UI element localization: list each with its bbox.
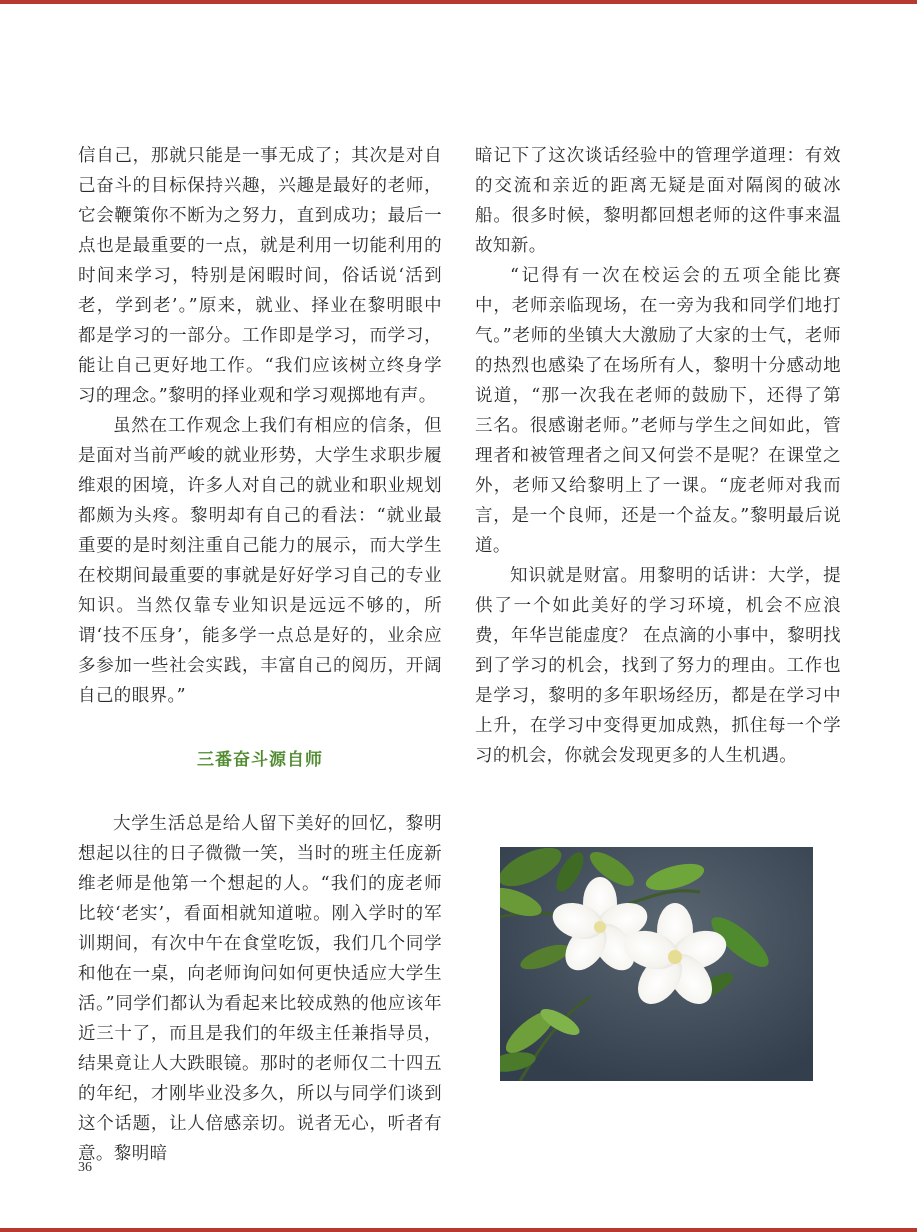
bottom-rule (0, 1228, 917, 1232)
left-paragraph-2: 虽然在工作观念上我们有相应的信条，但是面对当前严峻的就业形势，大学生求职步履维艰的困境，许多人对自己的就业和职业规划都颇为头疼。黎明却有自己的看法：“就业最重要的是时刻注重自己能力的展示，而大学生在校期间最重要的事就是好好学习自己的专业知识。当然仅靠专业知识是远远不够的，所谓‘技不压身’，能多学一点总是好的，业余应多参加一些社会实践，丰富自己的阅历，开阔自己的眼界。” (78, 416, 442, 706)
page-number: 36 (78, 1160, 92, 1175)
left-column (78, 141, 442, 1169)
section-heading: 三番奋斗源自师 (197, 750, 323, 770)
right-paragraph-2: “记得有一次在校运会的五项全能比赛中，老师亲临现场，在一旁为我和同学们地打气。”老师的坐镇大大激励了大家的士气，老师的热烈也感染了在场所有人，黎明十分感动地说道，“那一次我在老师的鼓励下，还得了第三名。很感谢老师。”老师与学生之间如此，管理者和被管理者之间又何尝不是呢？在课堂之外，老师又给黎明上了一课。“庞老师对我而言，是一个良师，还是一个益友。”黎明最后说道。 (475, 266, 841, 556)
right-column (475, 141, 841, 771)
left-paragraph-3: 大学生活总是给人留下美好的回忆，黎明想起以往的日子微微一笑，当时的班主任庞新维老师是他第一个想起的人。“我们的庞老师比较‘老实’，看面相就知道啦。刚入学时的军训期间，有次中午在食堂吃饭，我们几个同学和他在一桌，向老师询问如何更快适应大学生活。”同学们都认为看起来比较成熟的他应该年近三十了，而且是我们的年级主任兼指导员，结果竟让人大跌眼镜。那时的老师仅二十四五的年纪，才刚毕业没多久，所以与同学们谈到这个话题，让人倍感亲切。说者无心，听者有意。黎明暗 (78, 814, 442, 1164)
gardenia-illustration (500, 847, 813, 1081)
gardenia-photo (500, 847, 813, 1081)
right-paragraph-1: 暗记下了这次谈话经验中的管理学道理：有效的交流和亲近的距离无疑是面对隔阂的破冰船。很多时候，黎明都回想老师的这件事来温故知新。 (475, 146, 841, 256)
right-paragraph-3: 知识就是财富。用黎明的话讲：大学，提供了一个如此美好的学习环境，机会不应浪费，年华岂能虚度？ 在点滴的小事中，黎明找到了学习的机会，找到了努力的理由。工作也是学习，黎明的多年职场经历，都是在学习中上升，在学习中变得更加成熟，抓住每一个学习的机会，你就会发现更多的人生机遇。 (475, 566, 841, 766)
left-paragraph-1: 信自己，那就只能是一事无成了；其次是对自己奋斗的目标保持兴趣，兴趣是最好的老师，它会鞭策你不断为之努力，直到成功；最后一点也是最重要的一点，就是利用一切能利用的时间来学习，特别是闲暇时间，俗话说‘活到老，学到老’。”原来，就业、择业在黎明眼中都是学习的一部分。工作即是学习，而学习，能让自己更好地工作。“我们应该树立终身学习的理念。”黎明的择业观和学习观掷地有声。 (78, 146, 442, 406)
top-rule (0, 0, 917, 4)
